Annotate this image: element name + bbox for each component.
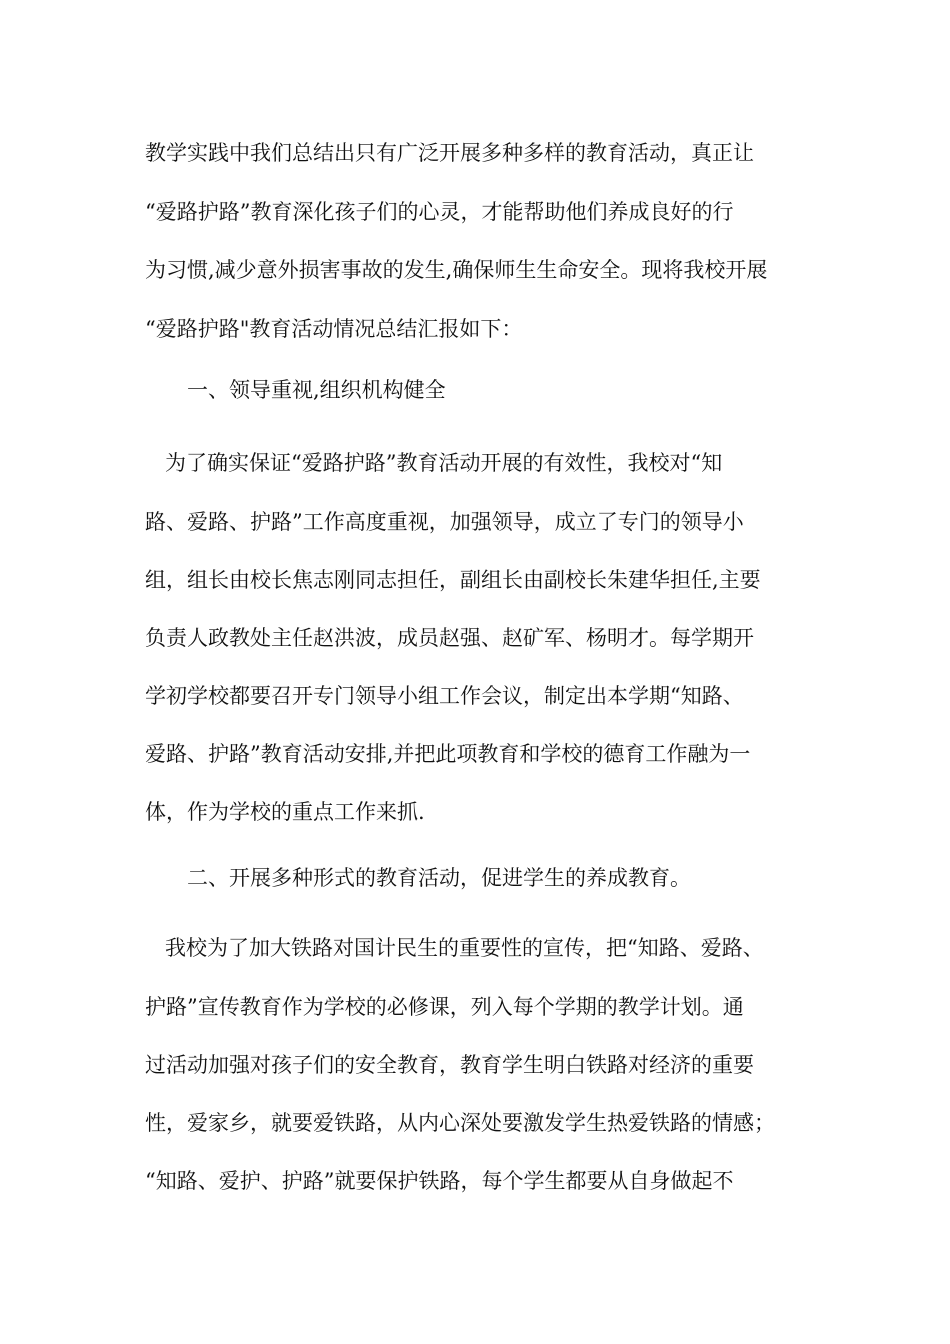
text-line: 教学实践中我们总结出只有广泛开展多种多样的教育活动，真正让 bbox=[145, 141, 754, 165]
text-line: 负责人政教处主任赵洪波，成员赵强、赵矿军、杨明才。每学期开 bbox=[145, 626, 754, 650]
text-line: 体，作为学校的重点工作来抓. bbox=[145, 800, 425, 824]
text-line: “爱路护路”教育深化孩子们的心灵，才能帮助他们养成良好的行 bbox=[145, 200, 734, 224]
text-line: “爱路护路"教育活动情况总结汇报如下： bbox=[145, 317, 523, 341]
text-line: 爱路、护路”教育活动安排,并把此项教育和学校的德育工作融为一 bbox=[145, 742, 751, 766]
text-line: “知路、爱护、护路”就要保护铁路，每个学生都要从自身做起不 bbox=[145, 1169, 734, 1193]
text-line: 组，组长由校长焦志刚同志担任，副组长由副校长朱建华担任,主要 bbox=[145, 568, 761, 592]
text-line: 性，爱家乡，就要爱铁路，从内心深处要激发学生热爱铁路的情感； bbox=[145, 1111, 775, 1135]
text-line: 护路”宣传教育作为学校的必修课，列入每个学期的教学计划。通 bbox=[145, 995, 744, 1019]
text-line: 为习惯,减少意外损害事故的发生,确保师生生命安全。现将我校开展 bbox=[145, 258, 768, 282]
text-line: 为了确实保证“爱路护路”教育活动开展的有效性，我校对“知 bbox=[165, 451, 723, 475]
text-line: 学初学校都要召开专门领导小组工作会议，制定出本学期“知路、 bbox=[145, 684, 744, 708]
text-line: 我校为了加大铁路对国计民生的重要性的宣传，把“知路、爱路、 bbox=[165, 936, 764, 960]
text-line: 过活动加强对孩子们的安全教育，教育学生明白铁路对经济的重要 bbox=[145, 1053, 754, 1077]
section-heading: 一、领导重视,组织机构健全 bbox=[187, 378, 446, 402]
text-line: 路、爱路、护路”工作高度重视，加强领导，成立了专门的领导小 bbox=[145, 510, 744, 534]
section-heading: 二、开展多种形式的教育活动，促进学生的养成教育。 bbox=[187, 866, 691, 890]
